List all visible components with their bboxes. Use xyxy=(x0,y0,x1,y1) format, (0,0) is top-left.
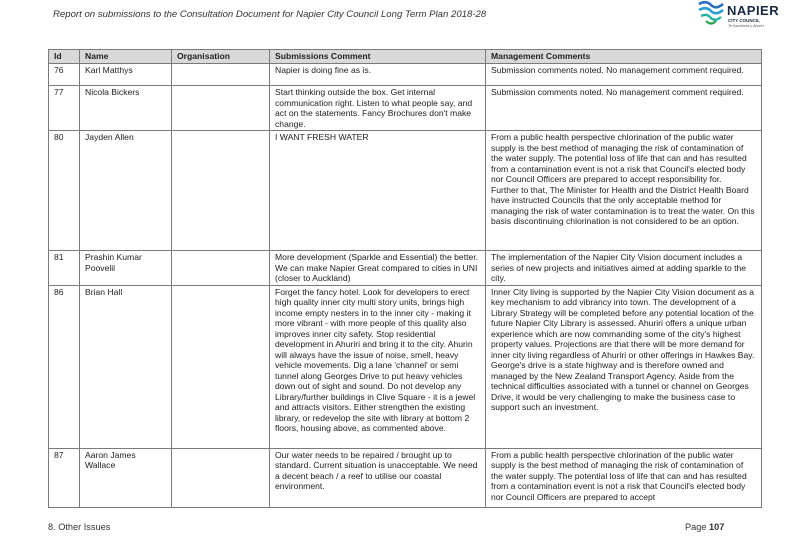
table-row xyxy=(49,285,762,448)
footer-section-label: 8. Other Issues xyxy=(48,522,111,532)
cell-id: 81 xyxy=(49,251,80,286)
cell-organisation xyxy=(172,285,270,448)
cell-name xyxy=(80,448,172,507)
table-row xyxy=(49,251,762,286)
table-row xyxy=(49,86,762,131)
cell-id: 76 xyxy=(49,64,80,86)
cell-submission-comment: I WANT FRESH WATER xyxy=(270,131,486,251)
cell-id: 80 xyxy=(49,131,80,251)
column-header-name: Name xyxy=(80,50,172,64)
cell-management-comment: The implementation of the Napier City Vision document includes a series of new projects and initiatives aimed at adding sparkle to the city. xyxy=(486,251,762,286)
cell-management-comment: Submission comments noted. No management comment required. xyxy=(486,86,762,131)
cell-management-comment-text: From a public health perspective chlorination of the public water supply is the best method of managing the risk of contamination of the water supply. The potential loss of life that can and has resulted from a contamination event is not a risk that Council's elected body nor Council Officers are prepared to accept xyxy=(491,449,747,502)
cell-organisation-text xyxy=(177,450,265,506)
cell-management-comment xyxy=(486,448,762,507)
cell-name: Jayden Allen xyxy=(80,131,172,251)
cell-management-comment: From a public health perspective chlorination of the public water supply is the best method of managing the risk of contamination of the water supply. The potential loss of life that can and has resulted from a contamination event is not a risk that Council's elected body nor Council Officers are prepared to accept responsibility for. Further to that, The Minister for Health and the District Health Board have instructed Councils that the only acceptable method for managing the risk of water contamination is to treat the water. On this basis discontinuing chlorination is not considered to be an option. xyxy=(486,131,762,251)
cell-management-comment: Inner City living is supported by the Napier City Vision document as a key mechanism to add vibrancy into town. The development of a Library Strategy will be completed before any potential location of the future Napier City Library is assessed. Ahuriri offers a unique urban experience which are now commanding some of the city's highest property values. Projections are that there will be more demand for inner city living regardless of Ahuriri or other offerings in Hawkes Bay. George's drive is a state highway and is therefore owned and managed by the New Zealand Transport Agency. Aside from the technical difficulties associated with a tunnel or channel on Georges Drive, it would be very challenging to make the business case to support such an investment. xyxy=(486,285,762,448)
cell-organisation xyxy=(172,251,270,286)
submissions-table xyxy=(48,49,762,508)
cell-submission-comment: More development (Sparkle and Essential) the better. We can make Napier Great compared to cities in UNI (closer to Auckland) xyxy=(270,251,486,286)
cell-id: 86 xyxy=(49,285,80,448)
page-label: Page xyxy=(685,522,707,532)
cell-submission-comment xyxy=(270,448,486,507)
logo-city-council-text: CITY COUNCIL xyxy=(728,18,760,23)
report-title: Report on submissions to the Consultation Document for Napier City Council Long Term Plan 2018-28 xyxy=(53,9,487,20)
cell-name: Prashin Kumar Poovelil xyxy=(80,251,172,286)
table-row xyxy=(49,448,762,507)
column-header-submissions-comment: Submissions Comment xyxy=(270,50,486,64)
cell-name-text: Aaron James Wallace xyxy=(85,449,136,470)
cell-name: Karl Matthys xyxy=(80,64,172,86)
cell-submission-comment: Napier is doing fine as is. xyxy=(270,64,486,86)
cell-id-text: 87 xyxy=(54,449,64,460)
table-row xyxy=(49,131,762,251)
footer-page-number xyxy=(685,522,724,532)
logo-maori-name-text: Te Kaunihera o Ahuriri xyxy=(728,24,764,28)
cell-name: Nicola Bickers xyxy=(80,86,172,131)
table-row xyxy=(49,64,762,86)
column-header-organisation: Organisation xyxy=(172,50,270,64)
cell-submission-comment-text: Our water needs to be repaired / brought up to standard. Current situation is unacceptable. We need a decent beach / a reef to utilise our coastal environment. xyxy=(275,449,478,491)
logo-napier-text: NAPIER xyxy=(727,3,780,18)
cell-management-comment: Submission comments noted. No management comment required. xyxy=(486,64,762,86)
napier-city-council-logo xyxy=(697,0,780,40)
cell-name: Brian Hall xyxy=(80,285,172,448)
table-header-row xyxy=(49,50,762,64)
cell-submission-comment: Start thinking outside the box. Get internal communication right. Listen to what people say, and act on the statements. Fancy Brochures don't make change. xyxy=(270,86,486,131)
cell-submission-comment: Forget the fancy hotel. Look for developers to erect high quality inner city multi story units, brings high income empty nesters in to the inner city - making it more vibrant - with more people of this quality also improves inner city safety. Stop residential development in Ahuriri and bring it to the city. Ahurin will always have the issue of noise, smell, heavy vehicle movements. Dig a lane 'channel' or semi tunnel along Georges Drive to put heavy vehicles down out of sight and sound. Do not develop any Library/further buildings in Clive Square - it is a jewel and attracts visitors. Either strengthen the existing library, or redevelop the site with library at bottom 2 floors, housing above, as commented above. xyxy=(270,285,486,448)
cell-id: 77 xyxy=(49,86,80,131)
cell-organisation xyxy=(172,448,270,507)
wave-logo-icon xyxy=(697,0,725,26)
cell-id xyxy=(49,448,80,507)
page-number: 107 xyxy=(709,522,725,532)
column-header-management-comments: Management Comments xyxy=(486,50,762,64)
column-header-id: Id xyxy=(49,50,80,64)
cell-organisation xyxy=(172,131,270,251)
cell-organisation xyxy=(172,64,270,86)
cell-organisation xyxy=(172,86,270,131)
